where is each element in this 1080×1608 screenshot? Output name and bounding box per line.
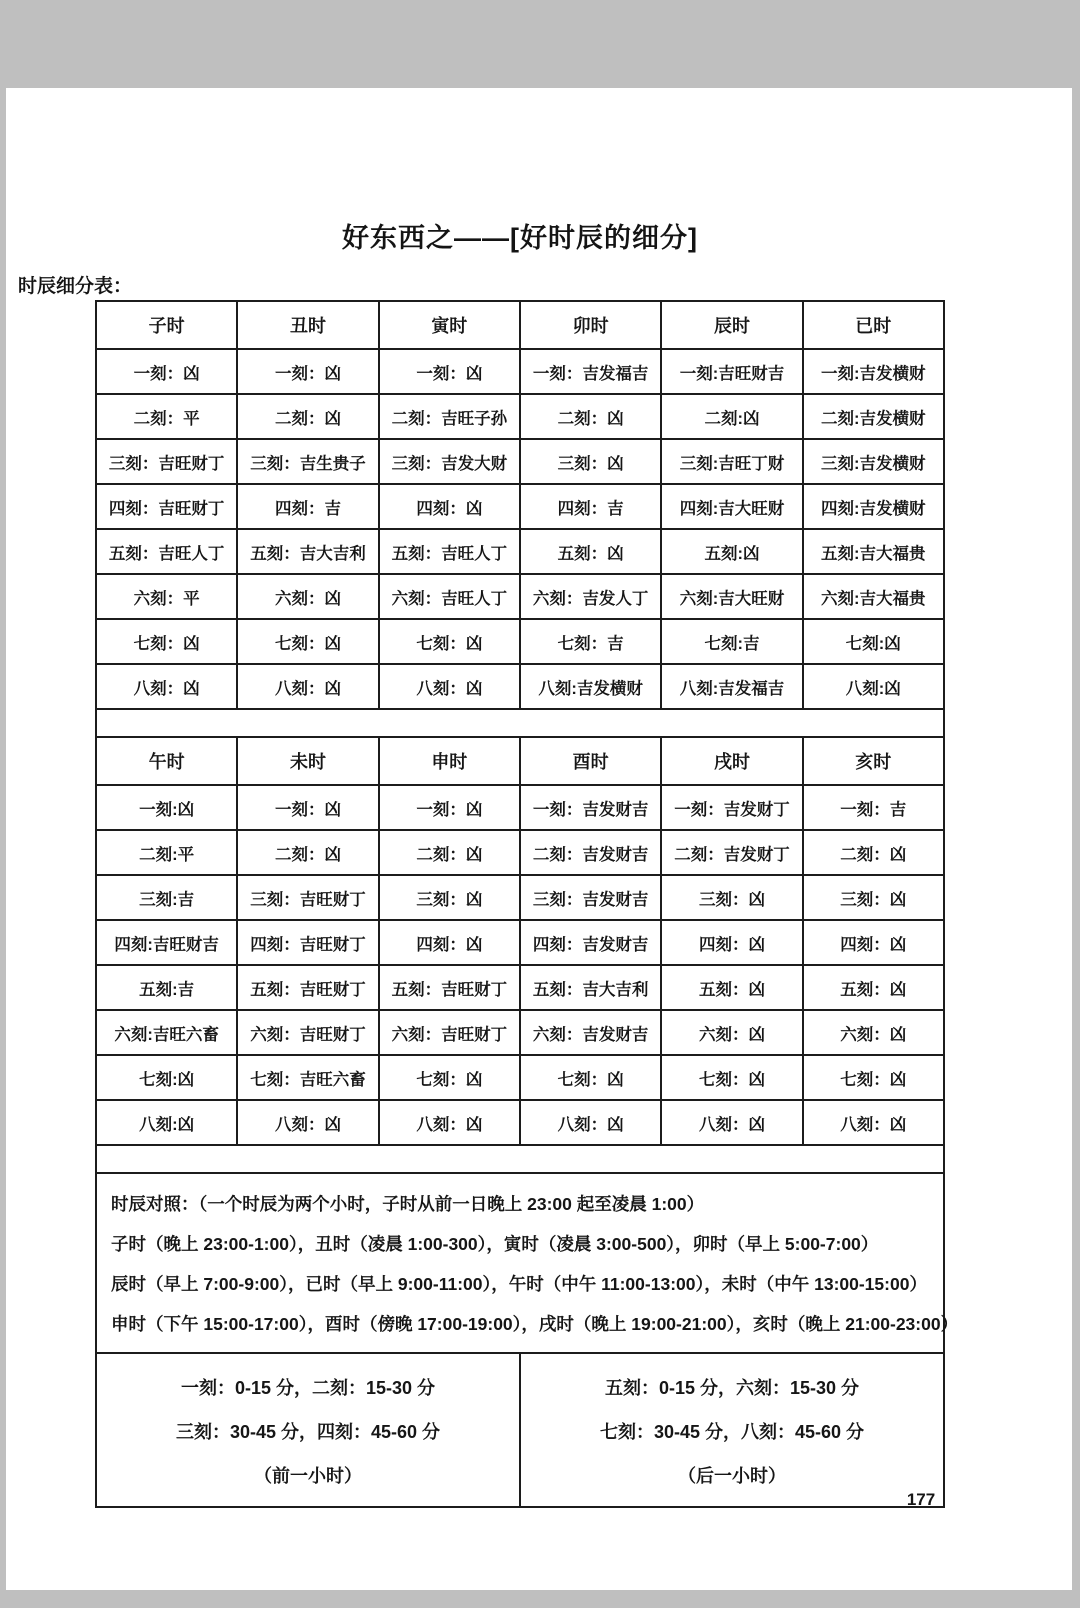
table2-cell: 六刻：吉旺财丁 [378, 1011, 519, 1054]
page-title: 好东西之——[好时辰的细分] [342, 223, 698, 253]
table1-header-cell: 辰时 [660, 302, 801, 348]
table1-cell: 三刻：吉旺财丁 [108, 454, 225, 473]
hour-tables-box [95, 300, 959, 1508]
quarter-left-line: 一刻：0-15 分，二刻：15-30 分 [180, 1378, 436, 1398]
quarter-left-line: （前一小时） [254, 1466, 362, 1486]
table1-cell: 七刻：吉 [519, 620, 660, 663]
table2-cell: 五刻：凶 [802, 966, 943, 1009]
table2-cell: 六刻：吉旺财丁 [236, 1011, 377, 1054]
table1-cell: 八刻：凶 [378, 665, 519, 708]
table2-cell: 七刻:凶 [139, 1070, 195, 1089]
table2-cell: 八刻：凶 [236, 1101, 377, 1144]
table1-cell: 三刻:吉发横财 [802, 440, 943, 483]
table1-row [97, 663, 943, 708]
table1-cell: 四刻：吉旺财丁 [108, 499, 225, 518]
table1-header-cell: 卯时 [519, 302, 660, 348]
table-label: 时辰细分表： [18, 276, 133, 297]
table2-cell: 一刻:凶 [139, 800, 195, 819]
table2-cell: 七刻：凶 [519, 1056, 660, 1099]
hour-mapping-notes [97, 1172, 959, 1352]
table1-cell: 三刻：凶 [519, 440, 660, 483]
table2-cell: 四刻：凶 [378, 921, 519, 964]
table1-row [97, 573, 943, 618]
table2-cell: 八刻：凶 [378, 1101, 519, 1144]
note-line: 辰时（早上 7:00-9:00），已时（早上 9:00-11:00），午时（中午 11:00-13:00），未时（中午 13:00-15:00） [111, 1274, 927, 1294]
table2-header-cell: 午时 [148, 752, 185, 772]
table2-cell: 六刻：吉发财吉 [519, 1011, 660, 1054]
table1-cell: 六刻：平 [133, 589, 200, 608]
table1-cell: 一刻:吉发横财 [802, 350, 943, 393]
table2-header-cell: 亥时 [802, 738, 943, 784]
table2-row [97, 829, 943, 874]
table1-row [97, 618, 943, 663]
table2-cell: 三刻：凶 [660, 876, 801, 919]
table1-cell: 六刻:吉大旺财 [660, 575, 801, 618]
table1-row [97, 348, 943, 393]
quarter-right-line: （后一小时） [678, 1466, 786, 1486]
table1-cell: 三刻：吉生贵子 [236, 440, 377, 483]
table1-cell: 四刻:吉大旺财 [660, 485, 801, 528]
table1-cell: 五刻：凶 [519, 530, 660, 573]
table2-cell: 一刻：凶 [378, 786, 519, 829]
table2-cell: 七刻：吉旺六畜 [236, 1056, 377, 1099]
table1-cell: 八刻：凶 [133, 679, 200, 698]
table2-cell: 一刻：吉发财丁 [660, 786, 801, 829]
table1-row [97, 438, 943, 483]
table2-row [97, 784, 943, 829]
table2-cell: 五刻：吉大吉利 [519, 966, 660, 1009]
table1-cell: 二刻：凶 [236, 395, 377, 438]
table1-cell: 二刻：吉旺子孙 [378, 395, 519, 438]
table1-cell: 四刻：吉 [236, 485, 377, 528]
table1-row [97, 393, 943, 438]
table1-cell: 一刻：凶 [378, 350, 519, 393]
table2-cell: 八刻:凶 [139, 1115, 195, 1134]
table2-cell: 三刻：凶 [802, 876, 943, 919]
table2-cell: 四刻：凶 [660, 921, 801, 964]
table1-cell: 三刻:吉旺丁财 [660, 440, 801, 483]
table1-cell: 八刻：凶 [236, 665, 377, 708]
table2-cell: 六刻：凶 [660, 1011, 801, 1054]
table1-row [97, 483, 943, 528]
table1-cell: 一刻:吉旺财吉 [660, 350, 801, 393]
table2-cell: 四刻:吉旺财吉 [114, 935, 219, 954]
table1-cell: 七刻：凶 [378, 620, 519, 663]
table2-cell: 二刻：凶 [378, 831, 519, 874]
table1-cell: 一刻：吉发福吉 [519, 350, 660, 393]
table2-cell: 二刻：凶 [236, 831, 377, 874]
table2-cell: 八刻：凶 [802, 1101, 943, 1144]
table2-cell: 六刻:吉旺六畜 [114, 1025, 219, 1044]
table1-cell: 三刻：吉发大财 [378, 440, 519, 483]
document-page [6, 88, 1072, 1590]
quarter-right-line: 七刻：30-45 分，八刻：45-60 分 [599, 1422, 865, 1442]
table2-row [97, 874, 943, 919]
quarter-mapping-table [97, 1352, 943, 1506]
table1-cell: 二刻:凶 [660, 395, 801, 438]
table2-cell: 一刻：吉发财吉 [519, 786, 660, 829]
table2-cell: 二刻：凶 [802, 831, 943, 874]
table1-row [97, 528, 943, 573]
table-spacer [97, 1144, 943, 1172]
table2-cell: 一刻：吉 [802, 786, 943, 829]
table2-cell: 七刻：凶 [660, 1056, 801, 1099]
table1-cell: 六刻:吉大福贵 [802, 575, 943, 618]
table2-cell: 五刻:吉 [139, 980, 195, 999]
table1-cell: 四刻:吉发横财 [802, 485, 943, 528]
table2-cell: 八刻：凶 [660, 1101, 801, 1144]
note-line: 申时（下午 15:00-17:00），酉时（傍晚 17:00-19:00），戌时（晚上 19:00-21:00），亥时（晚上 21:00-23:00） [111, 1314, 959, 1334]
table2-cell: 八刻：凶 [519, 1101, 660, 1144]
table1-header-cell: 寅时 [378, 302, 519, 348]
table1-cell: 五刻：吉大吉利 [236, 530, 377, 573]
table2-row [97, 964, 943, 1009]
table2-cell: 四刻：凶 [802, 921, 943, 964]
table1-cell: 五刻:吉大福贵 [802, 530, 943, 573]
note-line: 子时（晚上 23:00-1:00），丑时（凌晨 1:00-300），寅时（凌晨 3:00-500），卯时（早上 5:00-7:00） [111, 1234, 879, 1254]
table1-header-cell: 已时 [802, 302, 943, 348]
quarter-column-first-hour [97, 1354, 519, 1506]
table2-cell: 三刻：吉旺财丁 [236, 876, 377, 919]
table2-header-cell: 酉时 [519, 738, 660, 784]
hour-table-first-half [97, 302, 943, 708]
table1-header-cell: 子时 [148, 316, 185, 336]
table2-header-cell: 戌时 [660, 738, 801, 784]
table1-cell: 二刻:吉发横财 [802, 395, 943, 438]
table2-cell: 六刻：凶 [802, 1011, 943, 1054]
table1-cell: 二刻：平 [133, 409, 200, 428]
hour-table-second-half [97, 736, 943, 1144]
table2-cell: 七刻：凶 [802, 1056, 943, 1099]
table2-cell: 四刻：吉发财吉 [519, 921, 660, 964]
table1-cell: 六刻：凶 [236, 575, 377, 618]
table-spacer [97, 708, 943, 736]
table1-cell: 一刻：凶 [133, 364, 200, 383]
table1-cell: 八刻:吉发横财 [519, 665, 660, 708]
note-line: 时辰对照：（一个时辰为两个小时，子时从前一日晚上 23:00 起至凌晨 1:00） [111, 1194, 705, 1214]
table2-cell: 二刻:平 [139, 845, 195, 864]
table1-cell: 四刻：凶 [378, 485, 519, 528]
table1-cell: 五刻：吉旺人丁 [378, 530, 519, 573]
table1-cell: 五刻：吉旺人丁 [108, 544, 225, 563]
table1-cell: 六刻：吉发人丁 [519, 575, 660, 618]
table2-row [97, 1009, 943, 1054]
quarter-column-second-hour [519, 1354, 943, 1506]
table2-cell: 二刻：吉发财吉 [519, 831, 660, 874]
table1-cell: 七刻：凶 [236, 620, 377, 663]
table2-cell: 三刻：凶 [378, 876, 519, 919]
table2-cell: 三刻：吉发财吉 [519, 876, 660, 919]
table2-cell: 四刻：吉旺财丁 [236, 921, 377, 964]
table1-cell: 八刻:吉发福吉 [660, 665, 801, 708]
table2-cell: 一刻：凶 [236, 786, 377, 829]
table2-cell: 七刻：凶 [378, 1056, 519, 1099]
table2-header-cell: 未时 [236, 738, 377, 784]
table2-cell: 五刻：吉旺财丁 [236, 966, 377, 1009]
table1-cell: 五刻:凶 [660, 530, 801, 573]
table1-cell: 八刻:凶 [802, 665, 943, 708]
table1-cell: 七刻:凶 [802, 620, 943, 663]
table2-cell: 五刻：吉旺财丁 [378, 966, 519, 1009]
table1-cell: 四刻：吉 [519, 485, 660, 528]
quarter-left-line: 三刻：30-45 分，四刻：45-60 分 [175, 1422, 441, 1442]
quarter-right-line: 五刻：0-15 分，六刻：15-30 分 [604, 1378, 860, 1398]
page-number: 177 [906, 1490, 936, 1509]
table2-header-cell: 申时 [378, 738, 519, 784]
table2-row [97, 1054, 943, 1099]
table1-cell: 二刻：凶 [519, 395, 660, 438]
table1-cell: 七刻:吉 [660, 620, 801, 663]
table2-row [97, 919, 943, 964]
table2-row [97, 1099, 943, 1144]
table2-cell: 二刻：吉发财丁 [660, 831, 801, 874]
table1-cell: 七刻：凶 [133, 634, 200, 653]
table1-cell: 六刻：吉旺人丁 [378, 575, 519, 618]
table2-cell: 五刻：凶 [660, 966, 801, 1009]
table1-cell: 一刻：凶 [236, 350, 377, 393]
table2-cell: 三刻:吉 [139, 890, 195, 909]
table1-header-cell: 丑时 [236, 302, 377, 348]
